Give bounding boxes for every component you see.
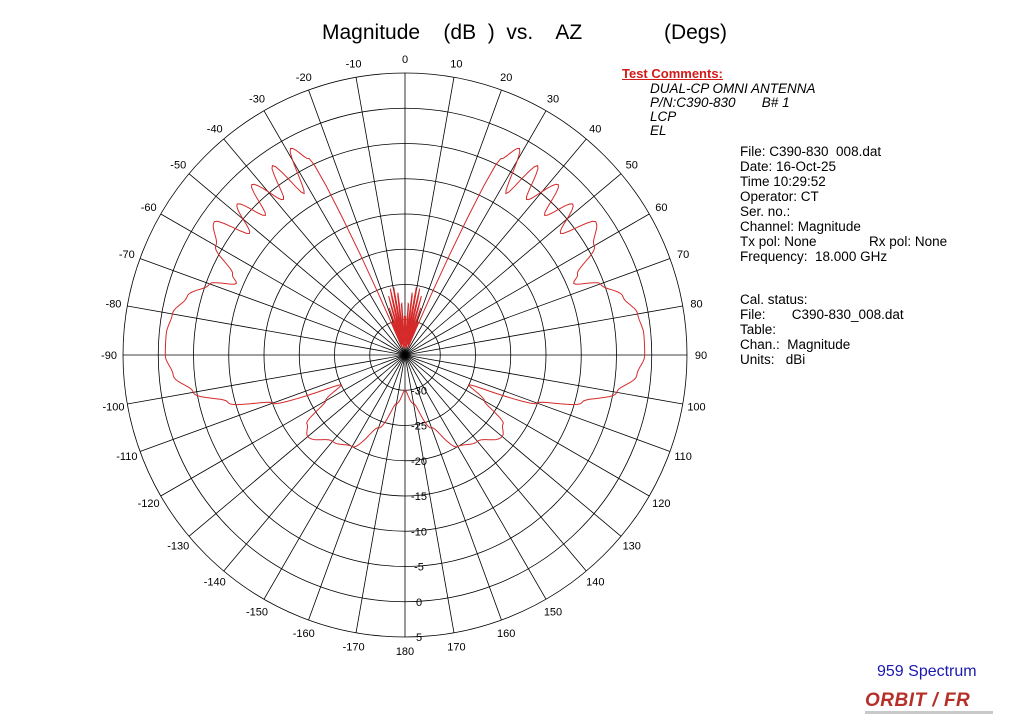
cal-info-line: Table: (740, 322, 777, 337)
angle-tick-label: 150 (543, 606, 563, 619)
angle-tick-label: -130 (167, 540, 190, 553)
angle-spoke (309, 90, 405, 355)
angle-tick-label: 120 (652, 498, 671, 510)
angle-tick-label: 160 (497, 628, 516, 641)
angle-tick-label: 50 (625, 159, 638, 172)
angle-tick-label: -20 (295, 71, 312, 84)
radial-tick-label: 5 (415, 632, 423, 644)
angle-tick-label: -150 (245, 606, 269, 619)
radial-tick-label: -30 (411, 385, 427, 398)
angle-tick-label: -160 (292, 628, 315, 641)
angle-tick-label: -170 (342, 641, 365, 654)
angle-tick-label: 20 (500, 71, 513, 84)
angle-tick-label: 0 (401, 54, 409, 66)
angle-spoke (224, 139, 405, 355)
orbit-fr-logo (865, 690, 993, 714)
file-info-line: Frequency: 18.000 GHz (740, 249, 888, 264)
file-info-line: Operator: CT (740, 189, 819, 204)
angle-tick-label: 80 (690, 298, 703, 311)
cal-info-line: Cal. status: (740, 292, 808, 307)
angle-spoke (140, 259, 405, 355)
file-info-line: Channel: Magnitude (740, 219, 861, 234)
angle-tick-label: 40 (589, 123, 602, 136)
cal-info-line: Chan.: Magnitude (740, 337, 851, 352)
angle-tick-label: 60 (655, 202, 668, 214)
angle-spoke (189, 355, 405, 536)
file-info-line: Date: 16-Oct-25 (740, 159, 837, 174)
cal-info-line: File: C390-830_008.dat (740, 307, 904, 322)
angle-spoke (309, 355, 405, 620)
angle-tick-label: 70 (677, 248, 690, 261)
angle-tick-label: 180 (395, 646, 415, 658)
file-info-line: File: C390-830 008.dat (740, 144, 882, 159)
radial-tick-label: 0 (415, 596, 423, 609)
test-comment-line: P/N:C390-830 B# 1 (650, 95, 790, 110)
logo-text: ORBIT / FR (865, 690, 971, 711)
angle-tick-label: -40 (206, 123, 223, 136)
polar-grid (123, 73, 690, 637)
angle-tick-label: -110 (116, 451, 138, 464)
angle-spoke (405, 259, 670, 355)
radial-tick-label: -15 (411, 491, 427, 503)
angle-tick-label: -90 (101, 350, 117, 362)
angle-tick-label: -30 (249, 93, 265, 106)
angle-tick-label: -80 (105, 298, 122, 311)
angle-tick-label: -70 (118, 248, 135, 261)
angle-tick-label: 100 (687, 401, 706, 414)
angle-tick-label: -100 (102, 401, 125, 414)
angle-tick-label: -140 (203, 576, 226, 589)
radial-tick-labels (411, 385, 427, 644)
radial-tick-label: -25 (411, 420, 427, 433)
test-comment-line: EL (650, 123, 667, 138)
radial-tick-label: -10 (411, 526, 427, 539)
angle-tick-label: 10 (450, 58, 463, 71)
angle-tick-label: 90 (694, 350, 708, 362)
angle-spoke (405, 90, 501, 355)
angle-tick-label: -50 (170, 159, 187, 172)
test-comment-line: LCP (650, 109, 677, 124)
file-info-line: Tx pol: None Rx pol: None (740, 234, 948, 249)
angle-tick-label: 30 (546, 93, 560, 106)
angle-tick-label: -120 (137, 498, 160, 510)
cal-info-line: Units: dBi (740, 352, 806, 367)
angle-tick-label: 140 (586, 576, 605, 589)
angle-spoke (405, 355, 621, 539)
angle-tick-label: -10 (345, 58, 362, 71)
test-comments-heading-text: Test Comments: (622, 66, 723, 81)
angle-spoke (405, 139, 586, 355)
angle-tick-label: -60 (140, 202, 157, 214)
angle-tick-label: 170 (447, 641, 466, 654)
logo-underline (865, 711, 993, 714)
spectrum-label: 959 Spectrum (877, 663, 977, 680)
angle-tick-label: 130 (622, 540, 641, 553)
radial-tick-label: -20 (411, 455, 427, 468)
angle-spoke (224, 355, 405, 571)
chart-title: Magnitude (dB ) vs. AZ (Degs) (322, 21, 727, 44)
file-info-line: Ser. no.: (740, 204, 791, 219)
angle-spoke (405, 174, 621, 355)
angle-tick-label: 110 (674, 451, 692, 464)
test-comment-line: DUAL-CP OMNI ANTENNA (650, 81, 816, 96)
file-info-line: Time 10:29:52 (740, 174, 826, 189)
radial-tick-label: -5 (414, 561, 424, 574)
test-comments-heading (622, 66, 723, 81)
angle-spoke (405, 355, 586, 571)
angle-spoke (189, 174, 405, 355)
